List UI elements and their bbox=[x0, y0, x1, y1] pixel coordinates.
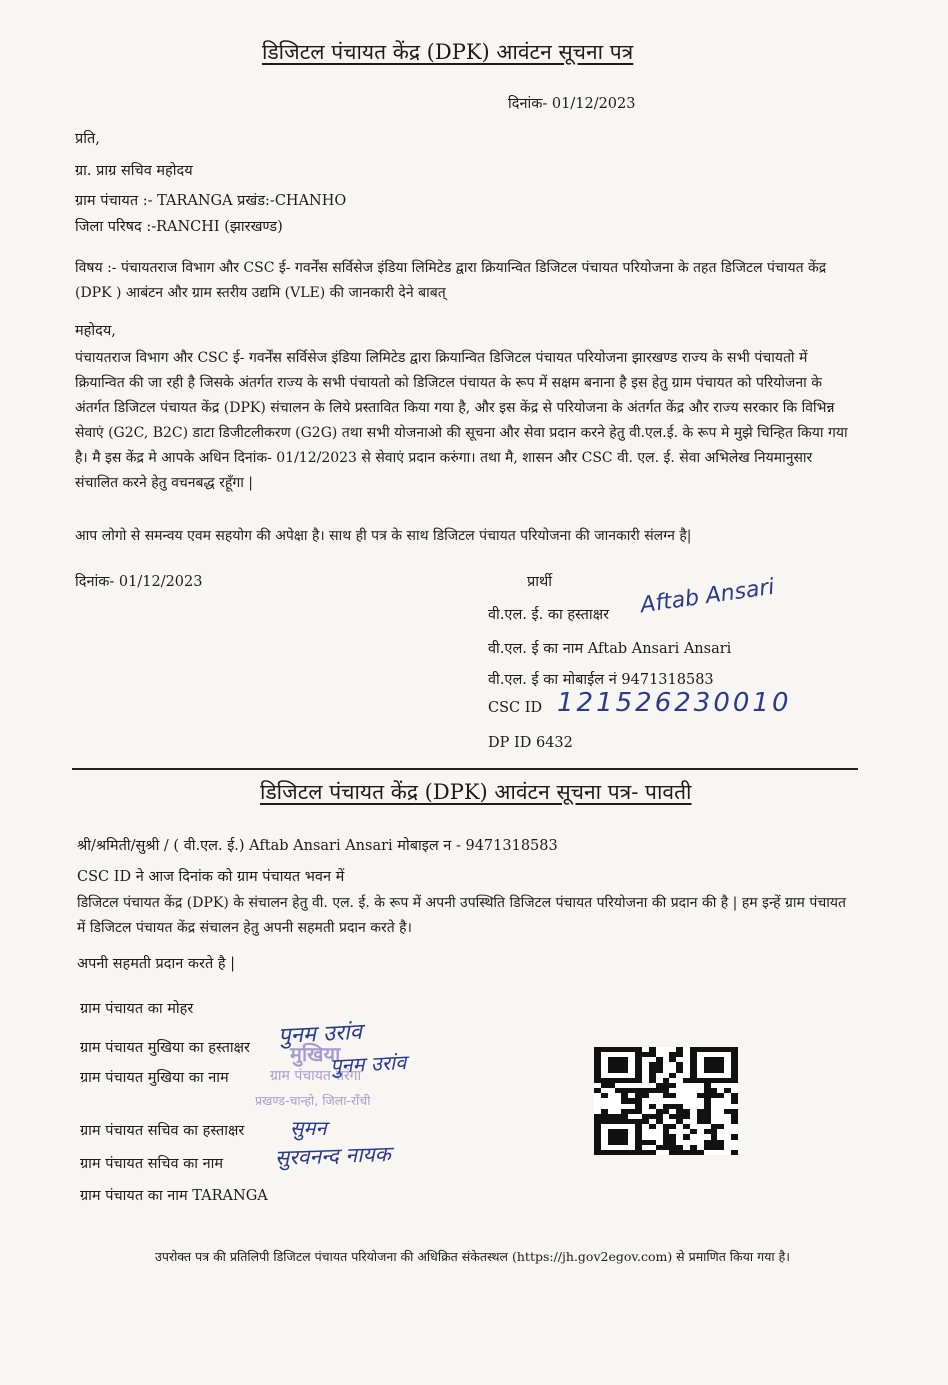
date-top: दिनांक- 01/12/2023 bbox=[508, 96, 636, 112]
qr-module bbox=[656, 1150, 663, 1155]
seal-label: ग्राम पंचायत का मोहर bbox=[80, 1001, 194, 1017]
csc-id-label: CSC ID bbox=[488, 700, 543, 716]
qr-module bbox=[724, 1150, 731, 1155]
qr-module bbox=[608, 1150, 615, 1155]
mukhiya-signature: पुनम उरांव bbox=[277, 1019, 363, 1050]
page-title: डिजिटल पंचायत केंद्र (DPK) आवंटन सूचना पत्र bbox=[262, 40, 634, 64]
qr-module bbox=[690, 1150, 697, 1155]
vle-signature-label: वी.एल. ई. का हस्ताक्षर bbox=[488, 607, 610, 623]
prarthi-label: प्रार्थी bbox=[527, 574, 553, 590]
qr-module bbox=[642, 1150, 649, 1155]
receipt-line-1: श्री/श्रमिती/सुश्री / ( वी.एल. ई.) Aftab Ansari Ansari मोबाइल न - 9471318583 bbox=[77, 838, 558, 854]
sachiv-sign-label: ग्राम पंचायत सचिव का हस्ताक्षर bbox=[80, 1123, 245, 1139]
stamp-mukhiya: मुखिया bbox=[290, 1042, 341, 1066]
qr-module bbox=[628, 1150, 635, 1155]
qr-module bbox=[697, 1150, 704, 1155]
section-divider bbox=[72, 768, 858, 770]
qr-module bbox=[683, 1150, 690, 1155]
body-paragraph: पंचायतराज विभाग और CSC ई- गवर्नेंस सर्विसेज इंडिया लिमिटेड द्वारा क्रियान्वित डिजिटल पंचायत परियोजना झारखण्ड राज्य के सभी पंचायतो में क्रियान्वित की जा रही है जिसके अंतर्गत राज्य के सभी पंचायतो को डिजिटल पंचायत के रूप में सक्षम बनाना है इस हेतु ग्राम पंचायत को परियोजना के अंतर्गत डिजिटल पंचायत केंद्र (DPK) संचालन के लिये प्रस्तावित किया गया है, और इस केंद्र से परियोजना के अंतर्गत केंद्र और राज्य सरकार कि विभिन्न सेवाएं (G2C, B2C) डाटा डिजीटलीकरण (G2G) तथा सभी योजनाओ की सूचना और सेवा प्रदान करने हेतु वी.एल.ई. के रूप मे मुझे चिन्हित किया गया है। मै इस केंद्र मे आपके अधिन दिनांक- 01/12/2023 से सेवाएं प्रदान करुंगा। तथा मै, शासन और CSC वी. एल. ई. सेवा अभिलेख नियमानुसार संचालित करने हेतु वचनबद्ध रहूँगा | bbox=[75, 350, 848, 491]
qr-module bbox=[621, 1150, 628, 1155]
panchayat-name-line: ग्राम पंचायत का नाम TARANGA bbox=[80, 1188, 268, 1204]
footer-note: उपरोक्त पत्र की प्रतिलिपी डिजिटल पंचायत परियोजना की अधिक्रित संकेतस्थल (https://jh.gov2egov.com) से प्रमाणित किया गया है। bbox=[155, 1249, 790, 1264]
receipt-line-2: CSC ID ने आज दिनांक को ग्राम पंचायत भवन में bbox=[77, 869, 345, 885]
qr-module bbox=[731, 1150, 738, 1155]
zila-line: जिला परिषद :-RANCHI (झारखण्ड) bbox=[75, 219, 283, 235]
qr-module bbox=[717, 1150, 724, 1155]
stamp-gram-panchayat: ग्राम पंचायत-तरंगा bbox=[270, 1068, 362, 1084]
gram-panchayat-line: ग्राम पंचायत :- TARANGA प्रखंड:-CHANHO bbox=[75, 193, 347, 209]
receipt-line-3: डिजिटल पंचायत केंद्र (DPK) के संचालन हेतु वी. एल. ई. के रूप में अपनी उपस्थिति डिजिटल पंचायत परियोजना की प्रदान की है | हम इन्हें ग्राम पंचायत में डिजिटल पंचायत केंद्र संचालन हेतु अपनी सहमती प्रदान करते है। bbox=[77, 895, 846, 936]
sachiv-signature: सुमन bbox=[290, 1116, 327, 1140]
mukhiya-sign-label: ग्राम पंचायत मुखिया का हस्ताक्षर bbox=[80, 1040, 250, 1056]
prati-text: प्रति, bbox=[75, 131, 100, 147]
date-bottom: दिनांक- 01/12/2023 bbox=[75, 574, 203, 590]
qr-module bbox=[704, 1150, 711, 1155]
receipt-title: डिजिटल पंचायत केंद्र (DPK) आवंटन सूचना पत्र- पावती bbox=[260, 780, 692, 804]
qr-module bbox=[601, 1150, 608, 1155]
closing-line: आप लोगो से समन्वय एवम सहयोग की अपेक्षा है। साथ ही पत्र के साथ डिजिटल पंचायत परियोजना की जानकारी संलग्न है| bbox=[75, 528, 692, 544]
receipt-line-4: अपनी सहमती प्रदान करते है | bbox=[77, 956, 236, 972]
salutation: महोदय, bbox=[75, 323, 116, 339]
vle-mobile-line: वी.एल. ई का मोबाईल नं 9471318583 bbox=[488, 672, 714, 688]
qr-module bbox=[594, 1150, 601, 1155]
qr-module bbox=[676, 1150, 683, 1155]
qr-module bbox=[663, 1150, 670, 1155]
subject: विषय :- पंचायतराज विभाग और CSC ई- गवर्नेंस सर्विसेज इंडिया लिमिटेड द्वारा क्रियान्वित डिजिटल पंचायत परियोजना के तहत डिजिटल पंचायत केंद्र (DPK ) आबंटन और ग्राम स्तरीय उद्यमि (VLE) की जानकारी देने बाबत् bbox=[75, 260, 827, 301]
mukhiya-name-label: ग्राम पंचायत मुखिया का नाम bbox=[80, 1070, 229, 1086]
vle-name-line: वी.एल. ई का नाम Aftab Ansari Ansari bbox=[488, 641, 732, 657]
sachiv-name-label: ग्राम पंचायत सचिव का नाम bbox=[80, 1156, 224, 1172]
qr-module bbox=[635, 1150, 642, 1155]
csc-id-value: 121526230010 bbox=[557, 688, 792, 718]
qr-module bbox=[615, 1150, 622, 1155]
dp-id-line: DP ID 6432 bbox=[488, 735, 573, 751]
stamp-prakhand: प्रखण्ड-चान्हो, जिला-राँची bbox=[255, 1093, 371, 1108]
qr-module bbox=[711, 1150, 718, 1155]
addressee: ग्रा. प्राग्र सचिव महोदय bbox=[75, 163, 193, 179]
qr-module bbox=[649, 1150, 656, 1155]
vle-signature: Aftab Ansari bbox=[638, 574, 777, 619]
sachiv-name-handwritten: सुरवनन्द नायक bbox=[274, 1141, 392, 1171]
mukhiya-name-handwritten: पुनम उरांव bbox=[329, 1050, 407, 1078]
qr-code bbox=[594, 1047, 738, 1155]
qr-module bbox=[669, 1150, 676, 1155]
